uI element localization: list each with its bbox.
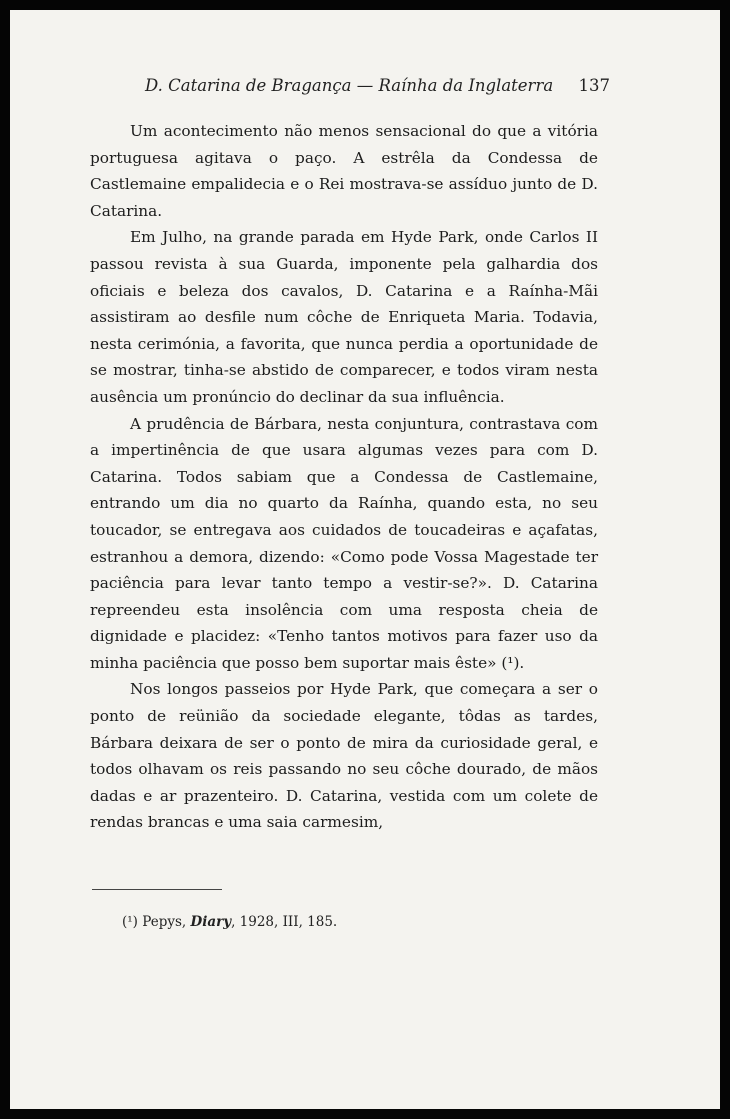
- footnote-work: Diary: [190, 914, 232, 930]
- paragraph-2: Em Julho, na grande parada em Hyde Park, onde Carlos II passou revista à sua Guarda, imponente pela galhardia dos oficiais e beleza dos cavalos, D. Catarina e a Raínha-Mãi assistiram ao desfile num côche de Enriqueta Maria. Todavia, nesta cerimónia, a favorita, que nunca perdia a oportunidade de se mostrar, tinha-se abstido de comparecer, e todos viram nesta ausência um pronúncio do declinar da sua influência.: [90, 228, 598, 406]
- body-text: [90, 118, 598, 836]
- paragraph-1: Um acontecimento não menos sensacional do que a vitória portuguesa agitava o paço. A estrêla da Condessa de Castlemaine empalidecia e o Rei mostrava-se assíduo junto de D. Catarina.: [90, 122, 598, 220]
- book-page: [10, 10, 720, 1109]
- footnote-details: , 1928, III, 185.: [231, 914, 338, 930]
- running-title: D. Catarina de Bragança — Raínha da Inglaterra: [145, 76, 554, 95]
- page-number: 137: [578, 76, 610, 95]
- footnote: [122, 914, 337, 930]
- footnote-rule: [92, 889, 222, 890]
- footnote-marker: (¹): [122, 914, 138, 930]
- paragraph-4: Nos longos passeios por Hyde Park, que começara a ser o ponto de reünião da sociedade elegante, tôdas as tardes, Bárbara deixara de ser o ponto de mira da curiosidade geral, e todos olhavam os reis passando no seu côche dourado, de mãos dadas e ar prazenteiro. D. Catarina, vestida com um colete de rendas brancas e uma saia carmesim,: [90, 680, 598, 832]
- running-head: [90, 76, 610, 95]
- footnote-author: Pepys,: [142, 914, 187, 930]
- paragraph-3: A prudência de Bárbara, nesta conjuntura, contrastava com a impertinência de que usara algumas vezes para com D. Catarina. Todos sabiam que a Condessa de Castlemaine, entrando um dia no quarto da Raínha, quando esta, no seu toucador, se entregava aos cuidados de toucadeiras e açafatas, estranhou a demora, dizendo: «Como pode Vossa Magestade ter paciência para levar tanto tempo a vestir-se?». D. Catarina repreendeu esta insolência com uma resposta cheia de dignidade e placidez: «Tenho tantos motivos para fazer uso da minha paciência que posso bem suportar mais êste» (¹).: [90, 414, 598, 672]
